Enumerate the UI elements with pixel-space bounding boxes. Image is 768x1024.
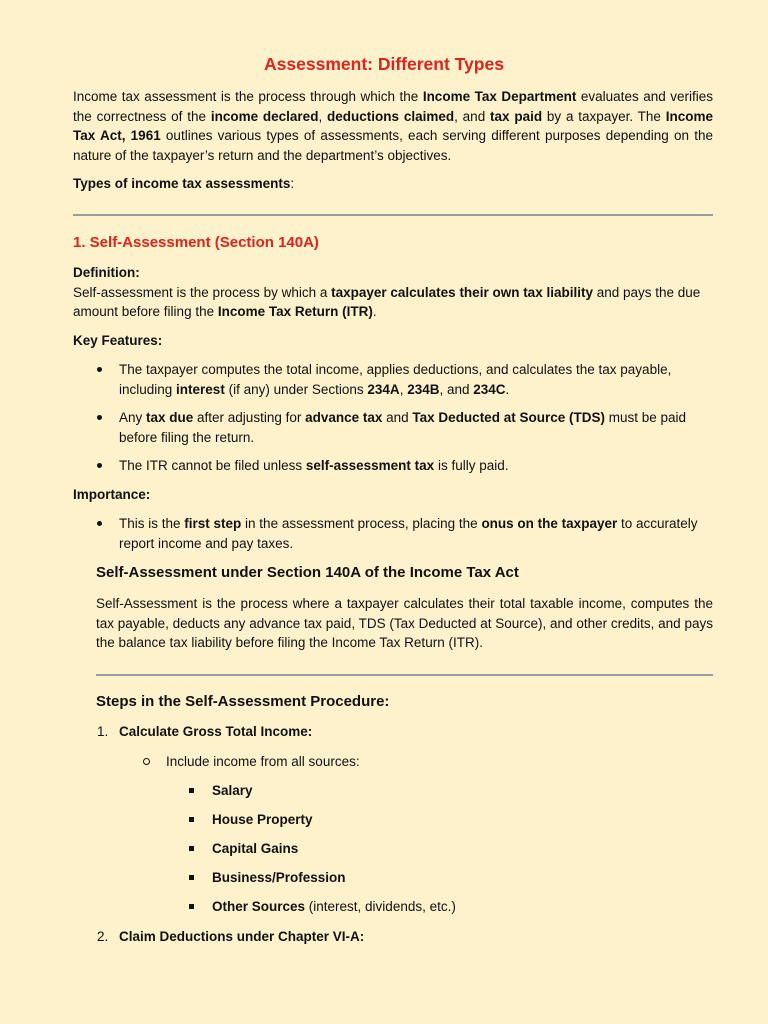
types-heading: Types of income tax assessments: (73, 176, 295, 191)
square-bullet-icon (189, 875, 194, 880)
importance-label: Importance: (73, 487, 151, 502)
sub-section-heading: Self-Assessment under Section 140A of the Income Tax Act (96, 564, 519, 581)
page-title: Assessment: Different Types (264, 54, 504, 74)
bullet-icon (97, 415, 102, 420)
intro-paragraph: Income tax assessment is the process through which the Income Tax Department evaluates and verifies the correctness of the income declared, deductions claimed, and tax paid by a taxpayer. The Income Tax Act, 1961 outlines various types of assessments, each serving different purposes depending on the nature of the taxpayer’s return and the department’s objectives. (73, 89, 714, 163)
divider (96, 674, 713, 676)
square-bullet-icon (189, 904, 194, 909)
key-features-label: Key Features: (73, 333, 163, 348)
square-bullet-icon (189, 817, 194, 822)
definition-block: Definition: Self-assessment is the process by which a taxpayer calculates their own tax liability and pays the due amount before filing the Income Tax Return (ITR). (73, 265, 701, 319)
divider (73, 214, 713, 216)
square-bullet-icon (189, 846, 194, 851)
document-page: Assessment: Different Types Income tax assessment is the process through which the Income Tax Department evaluates and verifies the correctness of the income declared, deductions claimed, and tax paid by a taxpayer. The Income Tax Act, 1961 outlines various types of assessments, each serving different purposes depending on the nature of the taxpayer’s return and the department’s objectives. Types of income tax assessments: 1. Self-Assessment (Section 140A) Definition: Self-assessment is the process by which a taxpayer calculates their own tax liability and pays the due amount before filing the Income Tax Return (ITR). Key Features: The taxpayer computes the total income, applies deductions, and calculates the tax payable, including interest (if any) under Sections 234A, 234B, and 234C. Any tax due after adjusting for advance tax and Tax Deducted at Source (TDS) must be paid before filing the return. The ITR cannot be filed unless self-assessment tax is fully paid. Importance: This is the first step in the assessment process, placing the onus on the taxpayer to accurately report income and pay taxes. Self-Assessment under Section 140A of the Income Tax Act Self-Assessment is the process where a taxpayer calculates their total taxable income, computes the tax payable, deducts any advance tax paid, TDS (Tax Deducted at Source), and other credits, and pays the balance tax liability before filing the Income Tax Return (ITR). Steps in the Self-Assessment Procedure: 1. Calculate Gross Total Income: Include income from all sources: Salary House Property Capital Gains Business/Profession Other Sources (interest, dividends, etc.) 2. Claim Deductions under Chapter VI-A: (0, 0, 768, 1024)
sub-section-body: Self-Assessment is the process where a taxpayer calculates their total taxable income, computes the tax payable, deducts any advance tax paid, TDS (Tax Deducted at Source), and other credits, and pays the balance tax liability before filing the Income Tax Return (ITR). (96, 596, 713, 650)
section-heading-self-assessment: 1. Self-Assessment (Section 140A) (73, 234, 319, 251)
square-bullet-icon (189, 788, 194, 793)
bullet-icon (97, 367, 102, 372)
bullet-icon (97, 463, 102, 468)
steps-heading: Steps in the Self-Assessment Procedure: (96, 693, 390, 710)
circle-bullet-icon (143, 758, 150, 765)
bullet-icon (97, 521, 102, 526)
